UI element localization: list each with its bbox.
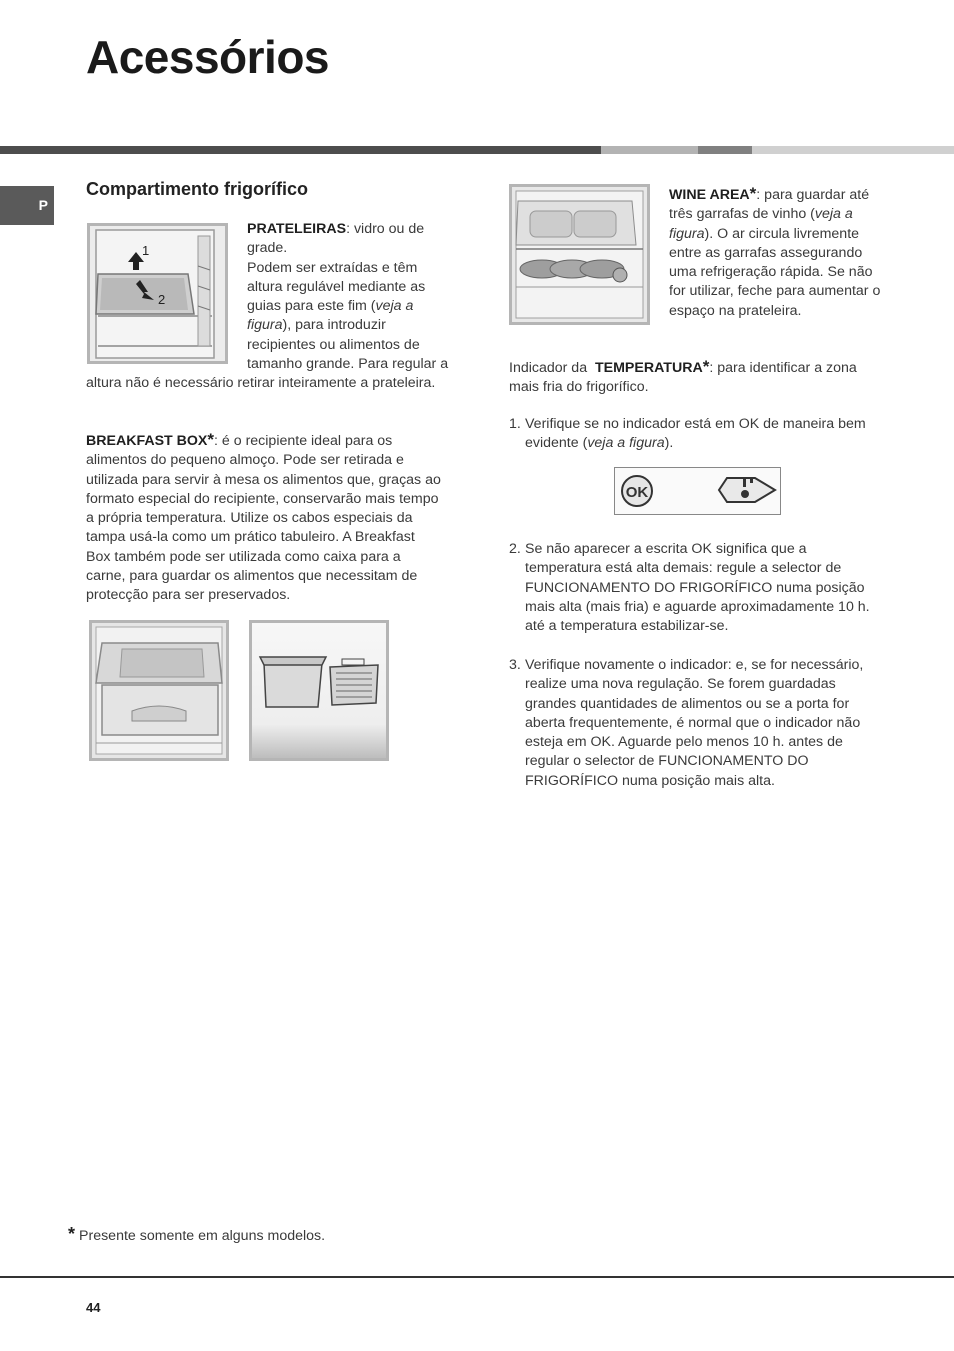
wine-line-3a: figura <box>669 225 705 242</box>
shelves-line-5b: veja a <box>375 298 414 315</box>
temperature-rest-1: : para identificar a zona <box>709 360 857 376</box>
wine-line-2a: três garrafas de vinho ( <box>669 206 815 223</box>
list-item-1-last-a: evidente ( <box>525 435 588 452</box>
temperature-rest-2: mais fria do frigorífico. <box>509 379 649 396</box>
breakfast-line-8: protecção para ser preservados. <box>86 587 291 604</box>
list-item-1-last-b: veja a figura <box>587 435 665 452</box>
list-item-1-last-c: ). <box>664 435 674 452</box>
breakfast-label: BREAKFAST BOX <box>86 433 208 449</box>
language-tab: P <box>0 186 54 225</box>
shelves-line-9: altura não é necessário retirar inteiramente a prateleira. <box>86 375 436 391</box>
shelves-line-1: : vidro ou de <box>346 221 425 237</box>
wine-line-1: : para guardar até <box>756 187 870 203</box>
footnote-star: * <box>68 1224 76 1244</box>
wine-star: * <box>749 184 757 203</box>
wine-line-6: for utilizar, feche para aumentar o <box>669 283 881 300</box>
temperature-label: TEMPERATURA <box>594 360 703 376</box>
list-item-2-line-1: temperatura está alta demais: regule a selector de <box>525 560 842 577</box>
footnote <box>68 1224 325 1245</box>
list-item-3-line-5: regular o selector de FUNCIONAMENTO DO <box>525 753 809 770</box>
breakfast-box-figure <box>89 620 229 761</box>
temperature-star: * <box>702 357 710 376</box>
temperature-intro <box>509 357 909 398</box>
wine-line-4: entre as garrafas assegurando <box>669 244 863 261</box>
breakfast-line-1: alimentos do pequeno almoço. Pode ser retirada e <box>86 452 404 469</box>
shelves-figure <box>87 223 228 364</box>
temperature-indicator-figure <box>614 467 781 515</box>
list-item-3-line-6: FRIGORÍFICO numa posição mais alta. <box>525 772 775 789</box>
header-bar-dark <box>0 146 601 154</box>
wine-label: WINE AREA <box>669 187 750 203</box>
wine-area-figure <box>509 184 650 325</box>
breakfast-line-5: tampa usá-la como um prático tabuleiro. A Breakfast <box>86 529 415 546</box>
section-heading: Compartimento frigorífico <box>86 179 309 199</box>
breakfast-text <box>86 430 476 606</box>
list-item-3-line-0: Verifique novamente o indicador: e, se for necessário, <box>525 657 864 673</box>
list-item-2-line-3: mais alta (mais fria) e aguarde aproximadamente 10 h. <box>525 598 870 615</box>
breakfast-line-2: utilizada para servir à mesa os alimentos que, graças ao <box>86 471 441 488</box>
list-item-1-line-0: Verifique se no indicador está em OK de maneira bem <box>525 416 866 432</box>
breakfast-line-0: : é o recipiente ideal para os <box>214 433 393 449</box>
list-item-3-line-3: aberta frequentemente, é normal que o indicador não <box>525 714 861 731</box>
header-bar-pale <box>752 146 954 154</box>
shelves-line-6b: ), para introduzir <box>282 317 386 334</box>
breakfast-line-3: formato especial do recipiente, conservarão mais tempo <box>86 490 439 507</box>
wine-line-5: uma refrigeração rápida. Se não <box>669 264 873 281</box>
list-item-2-line-2: FUNCIONAMENTO DO FRIGORÍFICO numa posição <box>525 579 865 596</box>
shelves-fig-label-2: 2 <box>158 292 166 307</box>
shelves-label: PRATELEIRAS <box>247 221 347 237</box>
wine-line-2b: veja a <box>814 206 853 223</box>
header-bar-light <box>601 146 698 154</box>
list-item-3-number: 3. <box>509 657 521 673</box>
shelves-line-4: altura regulável mediante as <box>247 278 426 295</box>
shelves-line-5a: guias para este fim ( <box>247 298 376 315</box>
header-bar-mid <box>698 146 752 154</box>
shelves-line-6a: figura <box>247 317 283 334</box>
list-item-1-number: 1. <box>509 416 521 432</box>
list-item-2-number: 2. <box>509 541 521 557</box>
list-item-2-line-4: até a temperatura estabilizar-se. <box>525 618 729 635</box>
page-title: Acessórios <box>86 31 330 83</box>
breakfast-line-4: a própria temperatura. Utilize os cabos especiais da <box>86 510 413 527</box>
breakfast-tray-figure <box>249 620 389 761</box>
shelves-text <box>247 220 467 374</box>
wine-line-7: espaço na prateleira. <box>669 302 802 319</box>
shelves-line-3: Podem ser extraídas e têm <box>247 259 418 276</box>
list-item-3-line-1: realize uma nova regulação. Se forem guardadas <box>525 676 836 693</box>
wine-text <box>669 184 894 321</box>
shelves-fig-label-1: 1 <box>142 243 150 258</box>
shelves-line-2: grade. <box>247 240 288 257</box>
footer-rule <box>0 1276 954 1278</box>
list-item-3-line-4: esteja em OK. Aguarde pelo menos 10 h. antes de <box>525 734 843 751</box>
breakfast-line-6: Box também pode ser utilizada como caixa para a <box>86 548 401 565</box>
breakfast-star: * <box>207 430 215 449</box>
breakfast-line-7: carne, para guardar os alimentos que necessitam de <box>86 568 418 585</box>
temperature-intro-text: Indicador da <box>509 360 588 376</box>
wine-line-3b: ). O ar circula livremente <box>704 225 860 242</box>
shelves-line-7: recipientes ou alimentos de <box>247 336 420 353</box>
page-number: 44 <box>86 1300 101 1315</box>
list-item-2-line-0: Se não aparecer a escrita OK significa que a <box>525 541 807 557</box>
indicator-ok-label: OK <box>625 484 649 501</box>
list-item-3-line-2: grandes quantidades de alimentos ou se a porta for <box>525 695 850 712</box>
footnote-text: Presente somente em alguns modelos. <box>79 1228 326 1244</box>
shelves-line-8: tamanho grande. Para regular a <box>247 356 449 373</box>
